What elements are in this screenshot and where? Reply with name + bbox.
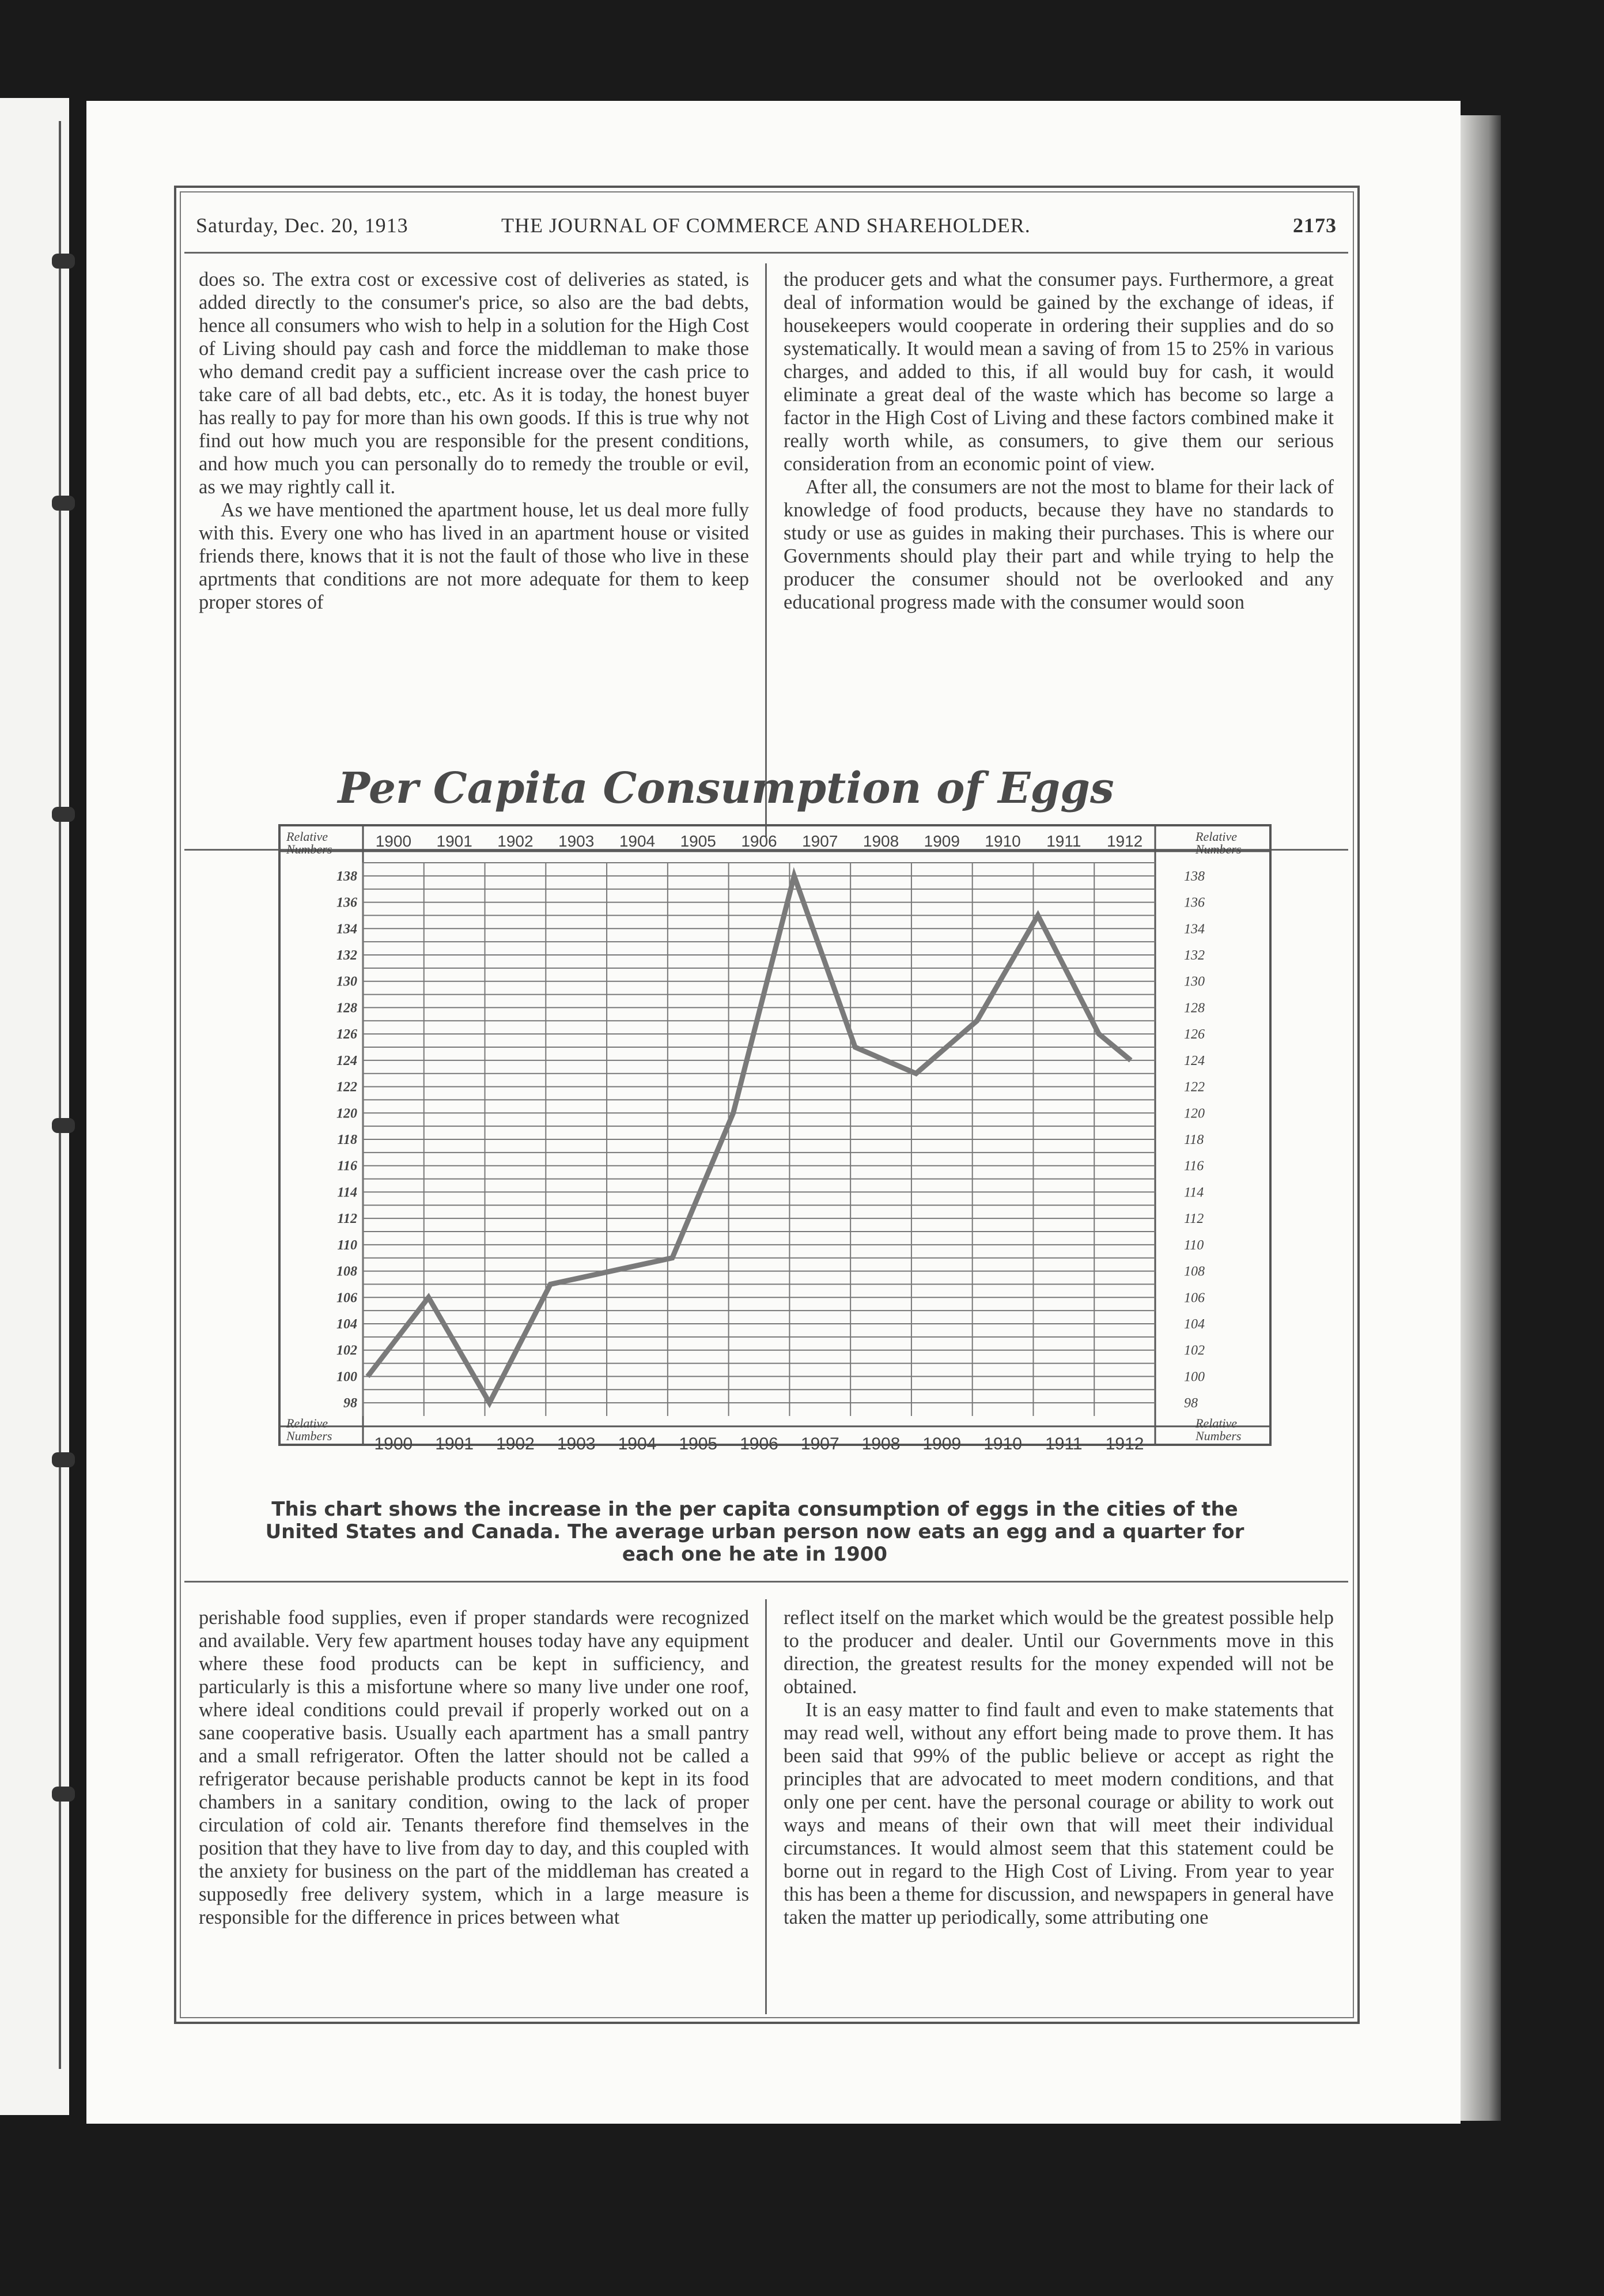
y-tick-label-right: 114 [1184, 1185, 1204, 1200]
bottom-right-column [784, 1606, 1334, 1929]
x-tick-label-bottom: 1910 [983, 1434, 1022, 1453]
x-tick-label-top: 1910 [985, 832, 1021, 850]
y-tick-label-right: 122 [1184, 1079, 1205, 1095]
eggs-line-chart [277, 822, 1273, 1462]
x-tick-label-bottom: 1912 [1105, 1434, 1144, 1453]
data-point [1037, 915, 1038, 916]
x-tick-label-top: 1903 [558, 832, 595, 850]
data-point [367, 1376, 368, 1377]
axis-label: Relative Numbers [286, 1416, 332, 1443]
y-tick-label-left: 118 [337, 1132, 357, 1147]
x-tick-label-top: 1907 [802, 832, 838, 850]
y-tick-label-right: 106 [1184, 1290, 1205, 1306]
paragraph: After all, the consumers are not the most to blame for their lack of knowledge of food products, because they have no standards to study or use as guides in making their purchases. This is where our Governments should play their part and while trying to help the producer the consumer should not be overlooked and any educational progress made with the consumer would soon [784, 476, 1334, 613]
y-tick-label-left: 108 [336, 1264, 357, 1279]
x-tick-label-top: 1909 [924, 832, 960, 850]
top-right-column [784, 268, 1334, 614]
y-tick-label-left: 136 [336, 895, 357, 911]
data-point [489, 1402, 490, 1403]
x-tick-label-bottom: 1907 [800, 1434, 839, 1453]
y-tick-label-left: 138 [336, 868, 357, 884]
x-tick-label-bottom: 1911 [1045, 1434, 1083, 1453]
y-tick-label-left: 134 [336, 922, 357, 937]
x-tick-label-bottom: 1902 [496, 1434, 535, 1453]
y-tick-label-left: 128 [336, 1000, 357, 1016]
journal-page [86, 101, 1461, 2124]
header-rule [184, 252, 1348, 254]
data-point [733, 1112, 734, 1113]
column-divider [765, 263, 767, 837]
y-tick-label-right: 110 [1184, 1237, 1204, 1253]
x-tick-label-top: 1902 [497, 832, 534, 850]
y-tick-label-left: 122 [336, 1079, 357, 1095]
y-tick-label-right: 100 [1184, 1369, 1205, 1385]
x-tick-label-top: 1906 [741, 832, 777, 850]
y-tick-label-right: 124 [1184, 1053, 1205, 1068]
x-tick-label-top: 1905 [680, 832, 716, 850]
paragraph: It is an easy matter to find fault and even to make statements that may read well, without any effort being made to prove them. It has been said that 99% of the public believe or accept as right the principles that are advocated to meet modern conditions, and that only one per cent. have the personal courage or ability to work out ways and means of their own that will meet their individual circumstances. It would almost seem that this statement could be borne out in regard to the High Cost of Living. From year to year this has been a theme for discussion, and newspapers in general have taken the matter up periodically, some attributing one [784, 1699, 1334, 1928]
bottom-left-column [199, 1606, 749, 1929]
x-tick-label-bottom: 1909 [922, 1434, 962, 1453]
paragraph: reflect itself on the market which would be the greatest possible help to the producer and dealer. Until our Governments move in this direction, the greatest results for the money expended will not be obtained. [784, 1607, 1334, 1698]
x-tick-label-bottom: 1905 [679, 1434, 718, 1453]
axis-label: Relative Numbers [1196, 829, 1242, 856]
chart-title: Per Capita Consumption of Eggs [338, 764, 1114, 813]
top-left-column [199, 268, 749, 614]
y-tick-label-right: 132 [1184, 948, 1205, 963]
binding-thread [59, 121, 69, 2069]
paragraph: does so. The extra cost or excessive cost of deliveries as stated, is added directly to the consumer's price, so also are the bad debts, hence all consumers who wish to help in a solution for the High Cost of Living should pay cash and force the middleman to make those who demand credit pay a sufficient increase over the cash price to take care of all bad debts, etc., etc. As it is today, the honest buyer has really to pay for more than his own goods. If this is true why not find out how much you are responsible for the present conditions, and how much you can personally do to remedy the trouble or evil, as we may rightly call it. [199, 269, 749, 498]
axis-label: Relative Numbers [1196, 1416, 1242, 1443]
y-tick-label-left: 104 [336, 1317, 357, 1332]
y-tick-label-left: 98 [343, 1396, 357, 1411]
binding-knot [52, 254, 75, 269]
x-tick-label-bottom: 1903 [557, 1434, 596, 1453]
data-point [977, 1020, 978, 1021]
y-tick-label-right: 102 [1184, 1343, 1205, 1358]
binding-knot [52, 1787, 75, 1802]
data-point [550, 1283, 551, 1285]
chart-frame [279, 825, 1270, 1445]
x-tick-label-bottom: 1904 [618, 1434, 657, 1453]
x-tick-label-top: 1908 [862, 832, 899, 850]
page-number: 2173 [1293, 214, 1337, 237]
y-tick-label-right: 128 [1184, 1000, 1205, 1016]
page-stack-edge [1461, 115, 1501, 2121]
x-tick-label-bottom: 1908 [861, 1434, 901, 1453]
y-tick-label-left: 130 [336, 974, 357, 990]
y-tick-label-left: 110 [337, 1237, 357, 1253]
x-tick-label-bottom: 1901 [435, 1434, 474, 1453]
data-point [1098, 1033, 1099, 1034]
y-tick-label-right: 116 [1184, 1158, 1204, 1174]
y-tick-label-right: 118 [1184, 1132, 1204, 1147]
binding-knot [52, 807, 75, 822]
y-tick-label-left: 102 [336, 1343, 357, 1358]
y-tick-label-left: 126 [336, 1027, 357, 1043]
binding-knot [52, 496, 75, 511]
y-tick-label-right: 138 [1184, 868, 1205, 884]
x-tick-label-top: 1912 [1106, 832, 1143, 850]
y-tick-label-right: 108 [1184, 1264, 1205, 1279]
data-point [793, 875, 795, 877]
y-tick-label-right: 126 [1184, 1027, 1205, 1043]
y-tick-label-left: 112 [337, 1211, 357, 1227]
x-tick-label-top: 1911 [1046, 832, 1081, 850]
x-tick-label-bottom: 1900 [374, 1434, 413, 1453]
chart-bottom-rule [184, 1581, 1348, 1583]
y-tick-label-left: 132 [336, 948, 357, 963]
paragraph: As we have mentioned the apartment house, let us deal more fully with this. Every one who has lived in an apartment house or visited friends there, knows that it is not the fault of those who live in these aprtments that conditions are not more adequate for them to keep proper stores of [199, 499, 749, 613]
data-point [611, 1271, 612, 1272]
y-tick-label-left: 120 [336, 1106, 357, 1121]
x-tick-label-top: 1901 [436, 832, 472, 850]
y-tick-label-right: 136 [1184, 895, 1205, 911]
y-tick-label-left: 114 [337, 1185, 357, 1200]
data-point [1130, 1060, 1132, 1061]
axis-label: Relative Numbers [286, 829, 332, 856]
binding-knot [52, 1452, 75, 1467]
issue-date: Saturday, Dec. 20, 1913 [196, 214, 408, 237]
y-tick-label-left: 116 [337, 1158, 357, 1174]
x-tick-label-top: 1904 [619, 832, 656, 850]
data-point [916, 1073, 917, 1074]
y-tick-label-left: 106 [336, 1290, 357, 1306]
data-point [672, 1257, 673, 1259]
column-divider [765, 1599, 767, 2014]
journal-title: THE JOURNAL OF COMMERCE AND SHAREHOLDER. [501, 214, 1031, 237]
paragraph: perishable food supplies, even if proper standards were recognized and available. Very few apartment houses today have any equipment where these food products can be kept in sufficiency, and particularly is this a misfortune where so many live under one roof, where ideal conditions could prevail if properly worked out on a sane cooperative basis. Usually each apartment has a small pantry and a small refrigerator. Often the latter should not be called a refrigerator because perishable products cannot be kept in its food chambers in a sanitary condition, owing to the lack of proper circulation of cold air. Tenants therefore find themselves in the position that they have to live from day to day, and this coupled with the anxiety for business on the part of the middleman has created a supposedly free delivery system, which in a large measure is responsible for the difference in prices between what [199, 1607, 749, 1928]
running-header [196, 213, 1337, 248]
chart-caption: This chart shows the increase in the per capita consumption of eggs in the cities of the United States and Canada. The average urban person now eats an egg and a quarter for each one he ate in 1900 [265, 1498, 1244, 1566]
x-tick-label-bottom: 1906 [740, 1434, 778, 1453]
y-tick-label-right: 104 [1184, 1317, 1205, 1332]
x-tick-label-top: 1900 [375, 832, 412, 850]
y-tick-label-right: 134 [1184, 922, 1205, 937]
y-tick-label-right: 130 [1184, 974, 1205, 990]
y-tick-label-left: 100 [336, 1369, 357, 1385]
y-tick-label-right: 120 [1184, 1106, 1205, 1121]
y-tick-label-left: 124 [336, 1053, 357, 1068]
y-tick-label-right: 98 [1184, 1396, 1198, 1411]
data-point [428, 1297, 429, 1298]
y-tick-label-right: 112 [1184, 1211, 1204, 1227]
data-point [854, 1047, 856, 1048]
paragraph: the producer gets and what the consumer pays. Furthermore, a great deal of information would be gained by the exchange of ideas, if housekeepers would cooperate in ordering their supplies and do so systematically. It would mean a saving of from 15 to 25% in various charges, and added to this, if all would buy for cash, it would eliminate a great deal of the waste which has become so large a factor in the High Cost of Living and these factors combined make it really worth while, as consumers, to give them our serious consideration from an economic point of view. [784, 269, 1334, 475]
binding-knot [52, 1118, 75, 1133]
